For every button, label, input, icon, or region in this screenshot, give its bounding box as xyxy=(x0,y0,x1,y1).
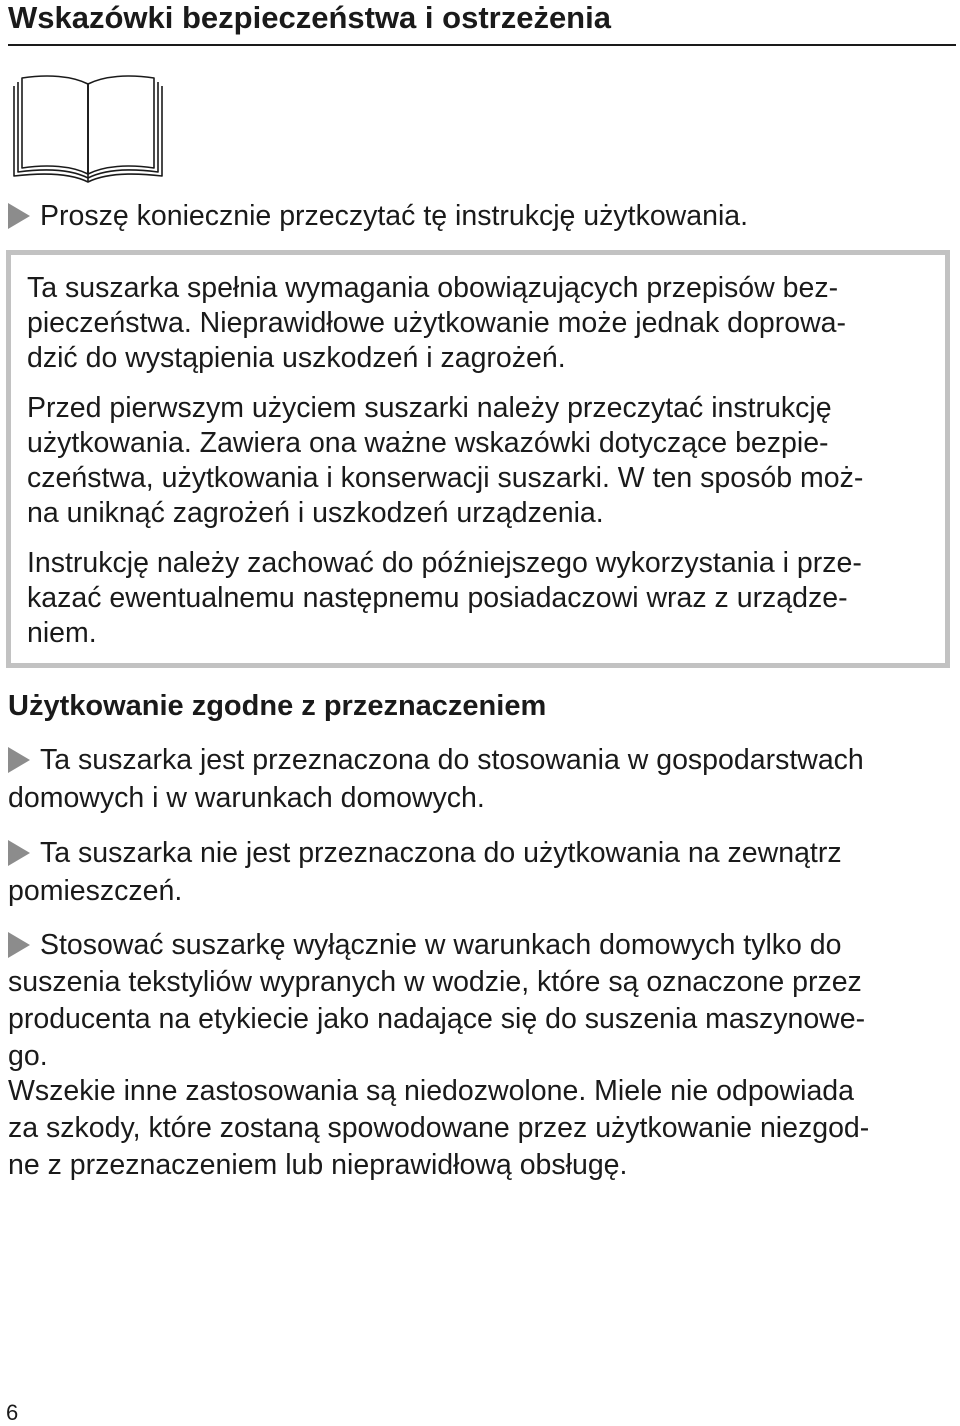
triangle-bullet-icon xyxy=(8,932,30,958)
notice-line: czeństwa, użytkowania i konserwacji suszarki. W ten sposób moż- xyxy=(27,462,864,494)
triangle-bullet-icon xyxy=(8,747,30,773)
closing-line: za szkody, które zostaną spowodowane przez użytkowanie niezgod- xyxy=(8,1112,870,1144)
open-book-icon xyxy=(8,72,168,184)
page-title: Wskazówki bezpieczeństwa i ostrzeżenia xyxy=(8,0,611,35)
safety-notice-box xyxy=(6,250,950,668)
intro-instruction xyxy=(8,198,748,234)
notice-line: użytkowania. Zawiera ona ważne wskazówki dotyczące bezpie- xyxy=(27,427,829,459)
triangle-bullet-icon xyxy=(8,203,30,229)
bullet-text: suszenia tekstyliów wypranych w wodzie, które są oznaczone przez xyxy=(8,966,862,998)
notice-line: niem. xyxy=(27,617,97,649)
notice-line: Ta suszarka spełnia wymagania obowiązujących przepisów bez- xyxy=(27,272,839,304)
bullet-text: Stosować suszarkę wyłącznie w warunkach domowych tylko do xyxy=(40,929,842,961)
notice-line: kazać ewentualnemu następnemu posiadaczowi wraz z urządze- xyxy=(27,582,848,614)
bullet-text: pomieszczeń. xyxy=(8,875,183,907)
bullet-text: Ta suszarka nie jest przeznaczona do użytkowania na zewnątrz xyxy=(40,837,842,869)
bullet-text: domowych i w warunkach domowych. xyxy=(8,782,485,814)
page-number: 6 xyxy=(6,1400,19,1425)
bullet-text: Ta suszarka jest przeznaczona do stosowania w gospodarstwach xyxy=(40,744,864,776)
bullet-text: go. xyxy=(8,1040,48,1072)
closing-line: ne z przeznaczeniem lub nieprawidłową obsługę. xyxy=(8,1149,628,1181)
title-divider xyxy=(8,44,956,46)
notice-line: na uniknąć zagrożeń i uszkodzeń urządzenia. xyxy=(27,497,604,529)
triangle-bullet-icon xyxy=(8,840,30,866)
section-heading: Użytkowanie zgodne z przeznaczeniem xyxy=(8,690,547,722)
bullet-text: producenta na etykiecie jako nadające się do suszenia maszynowe- xyxy=(8,1003,866,1035)
notice-line: dzić do wystąpienia uszkodzeń i zagrożeń. xyxy=(27,342,566,374)
intro-text: Proszę koniecznie przeczytać tę instrukcję użytkowania. xyxy=(40,200,749,232)
notice-line: Instrukcję należy zachować do późniejszego wykorzystania i prze- xyxy=(27,547,862,579)
notice-line: pieczeństwa. Nieprawidłowe użytkowanie może jednak doprowa- xyxy=(27,307,846,339)
closing-line: Wszekie inne zastosowania są niedozwolone. Miele nie odpowiada xyxy=(8,1075,854,1107)
notice-line: Przed pierwszym użyciem suszarki należy przeczytać instrukcję xyxy=(27,392,832,424)
